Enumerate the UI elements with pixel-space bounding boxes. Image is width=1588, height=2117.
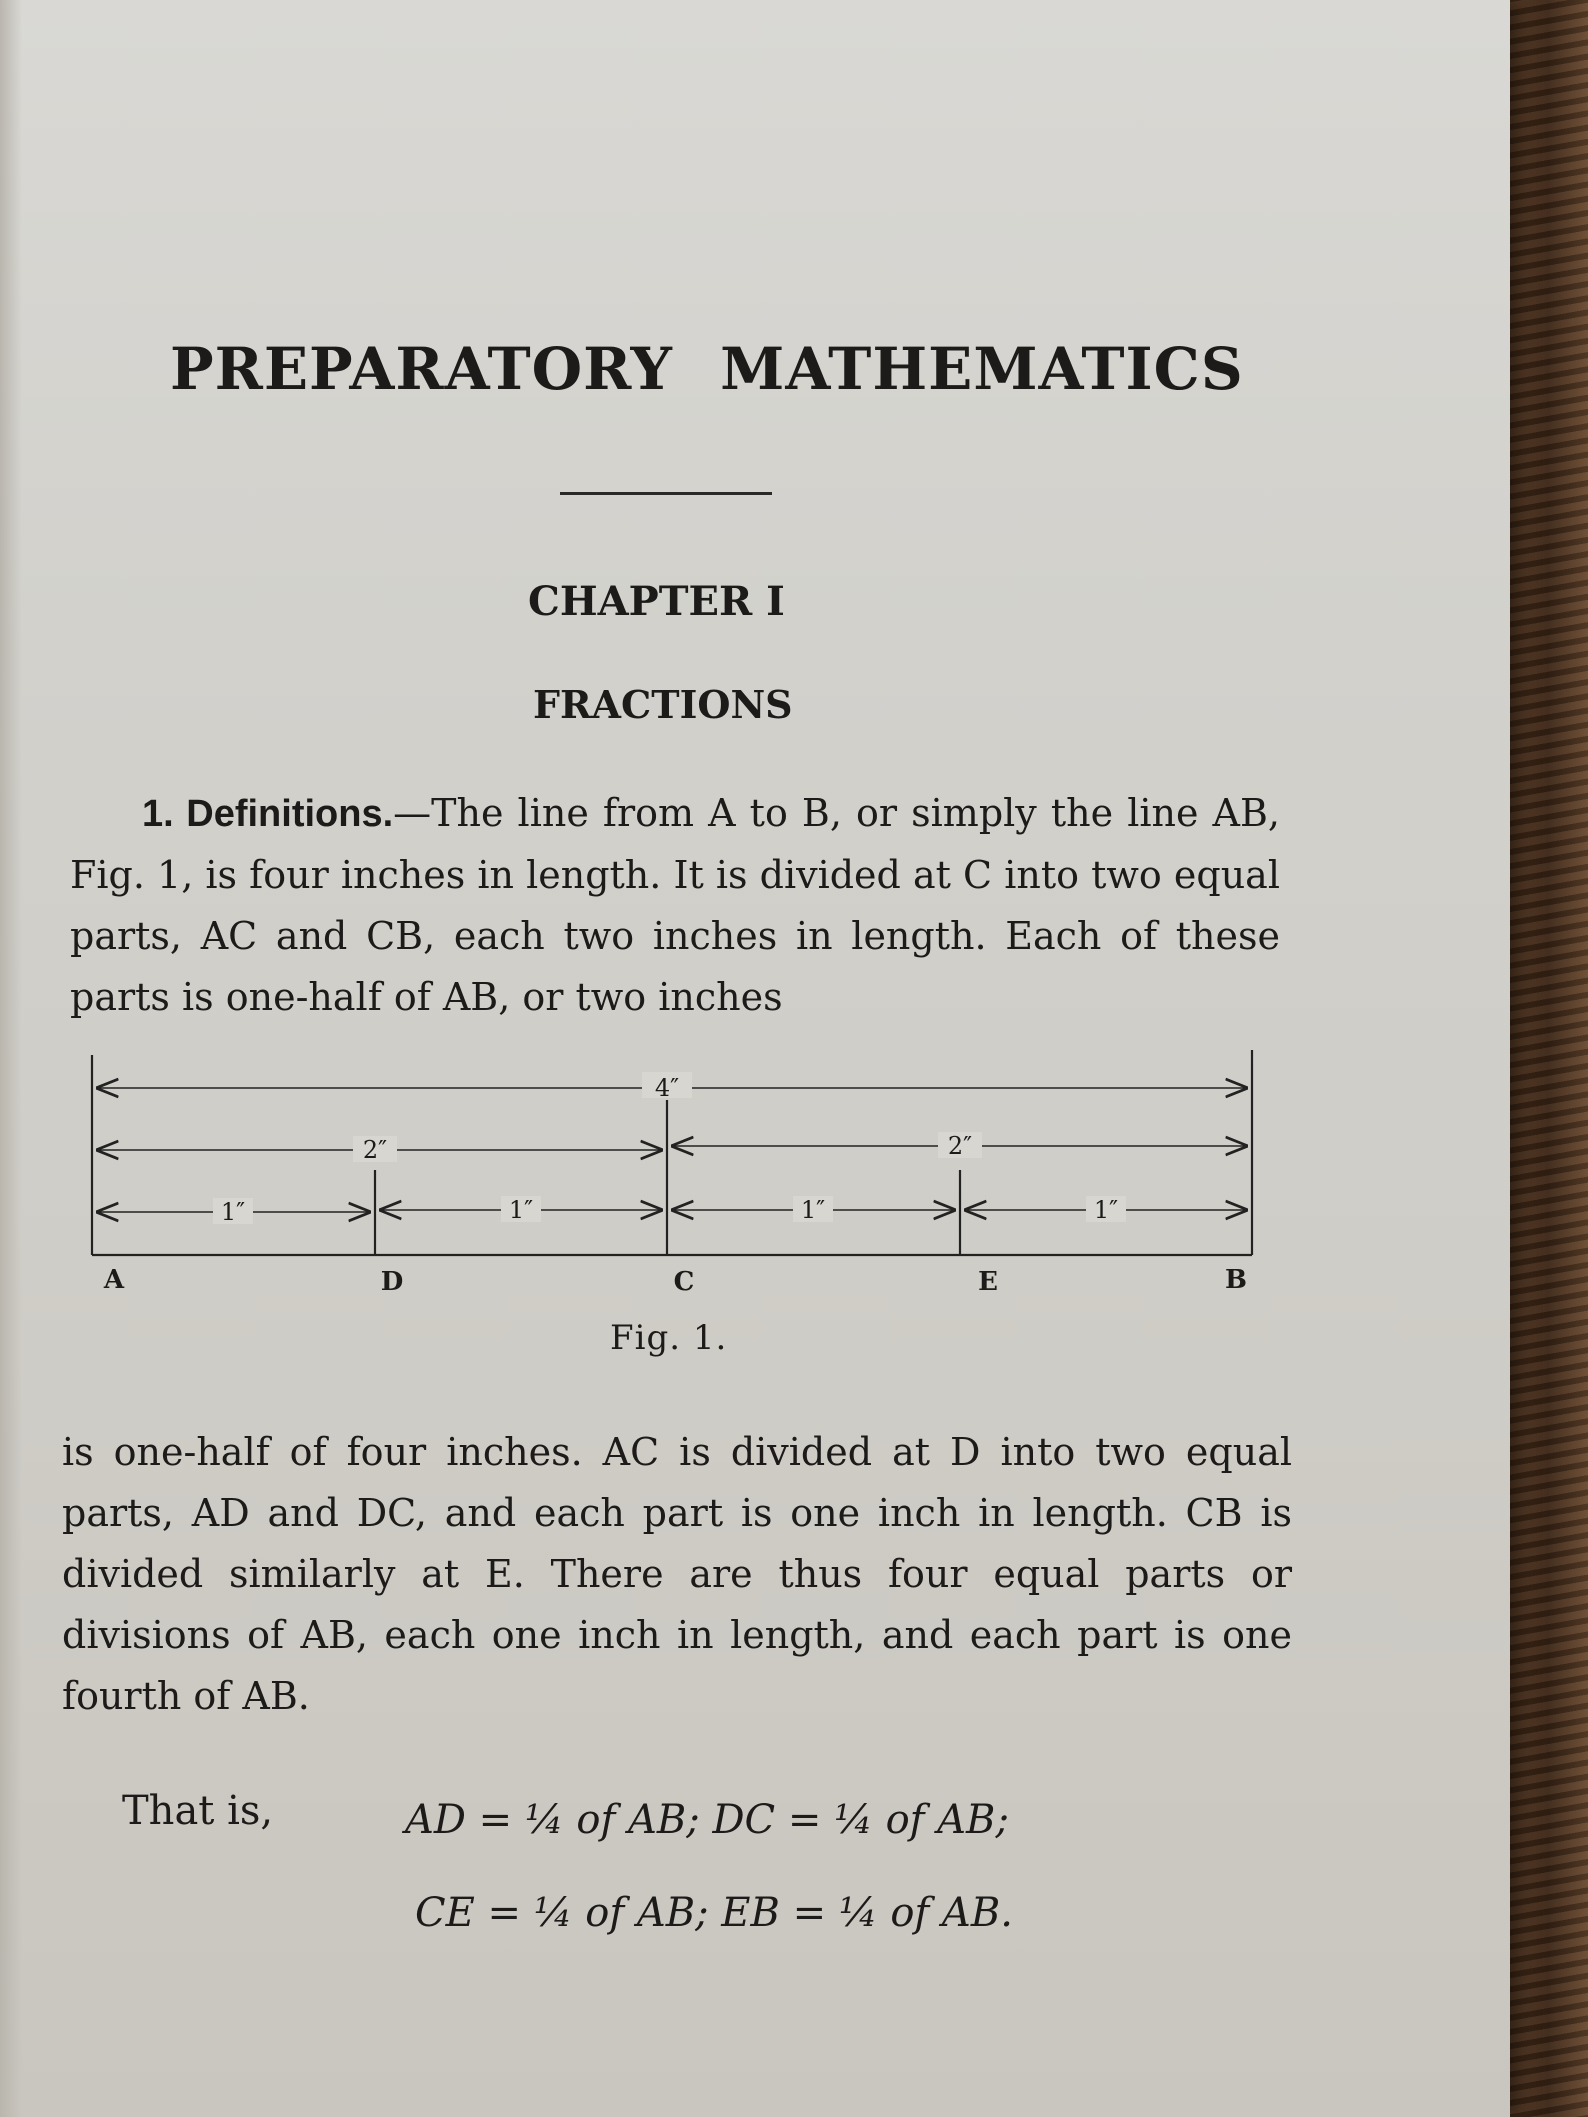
book-title: PREPARATORY MATHEMATICS xyxy=(170,335,1244,403)
dim-label-4in: 4″ xyxy=(654,1074,680,1102)
point-label-b: B xyxy=(1225,1265,1247,1295)
dim-label-1in-ad: 1″ xyxy=(220,1198,246,1226)
chapter-label: CHAPTER I xyxy=(528,578,785,625)
equation-line-2: CE = ¼ of AB; EB = ¼ of AB. xyxy=(415,1890,1013,1936)
division-paragraph: is one-half of four inches. AC is divided at D into two equal parts, AD and DC, and each part is one inch in length. CB is divided similarly at E. There are thus four equal parts or divisions of AB, each one inch in length, and each part is one fourth of AB. xyxy=(62,1430,1292,1718)
figure-caption: Fig. 1. xyxy=(610,1318,728,1358)
dim-label-1in-ce: 1″ xyxy=(800,1196,826,1224)
fig1-line-diagram xyxy=(70,1040,1370,1360)
dim-label-2in-right: 2″ xyxy=(947,1132,973,1160)
point-label-d: D xyxy=(380,1267,404,1297)
title-divider xyxy=(560,492,772,495)
dim-label-1in-dc: 1″ xyxy=(508,1196,534,1224)
definitions-text: —The line from A to B, or simply the line AB, Fig. 1, is four inches in length. It is divided at C into two equal parts, AC and CB, each two inches in length. Each of these parts is one-half of AB, or two inches xyxy=(70,791,1280,1019)
equation-line-1: AD = ¼ of AB; DC = ¼ of AB; xyxy=(405,1797,1009,1843)
page-gutter-shadow xyxy=(0,0,22,2117)
point-label-a: A xyxy=(103,1265,125,1295)
point-label-c: C xyxy=(673,1267,695,1297)
dim-label-1in-eb: 1″ xyxy=(1093,1196,1119,1224)
definitions-lead: 1. Definitions. xyxy=(142,793,394,835)
section-title: FRACTIONS xyxy=(533,682,793,727)
definitions-paragraph xyxy=(70,783,1280,1028)
equations-intro: That is, xyxy=(122,1788,274,1834)
dim-label-2in-left: 2″ xyxy=(362,1136,388,1164)
point-label-e: E xyxy=(978,1267,998,1297)
